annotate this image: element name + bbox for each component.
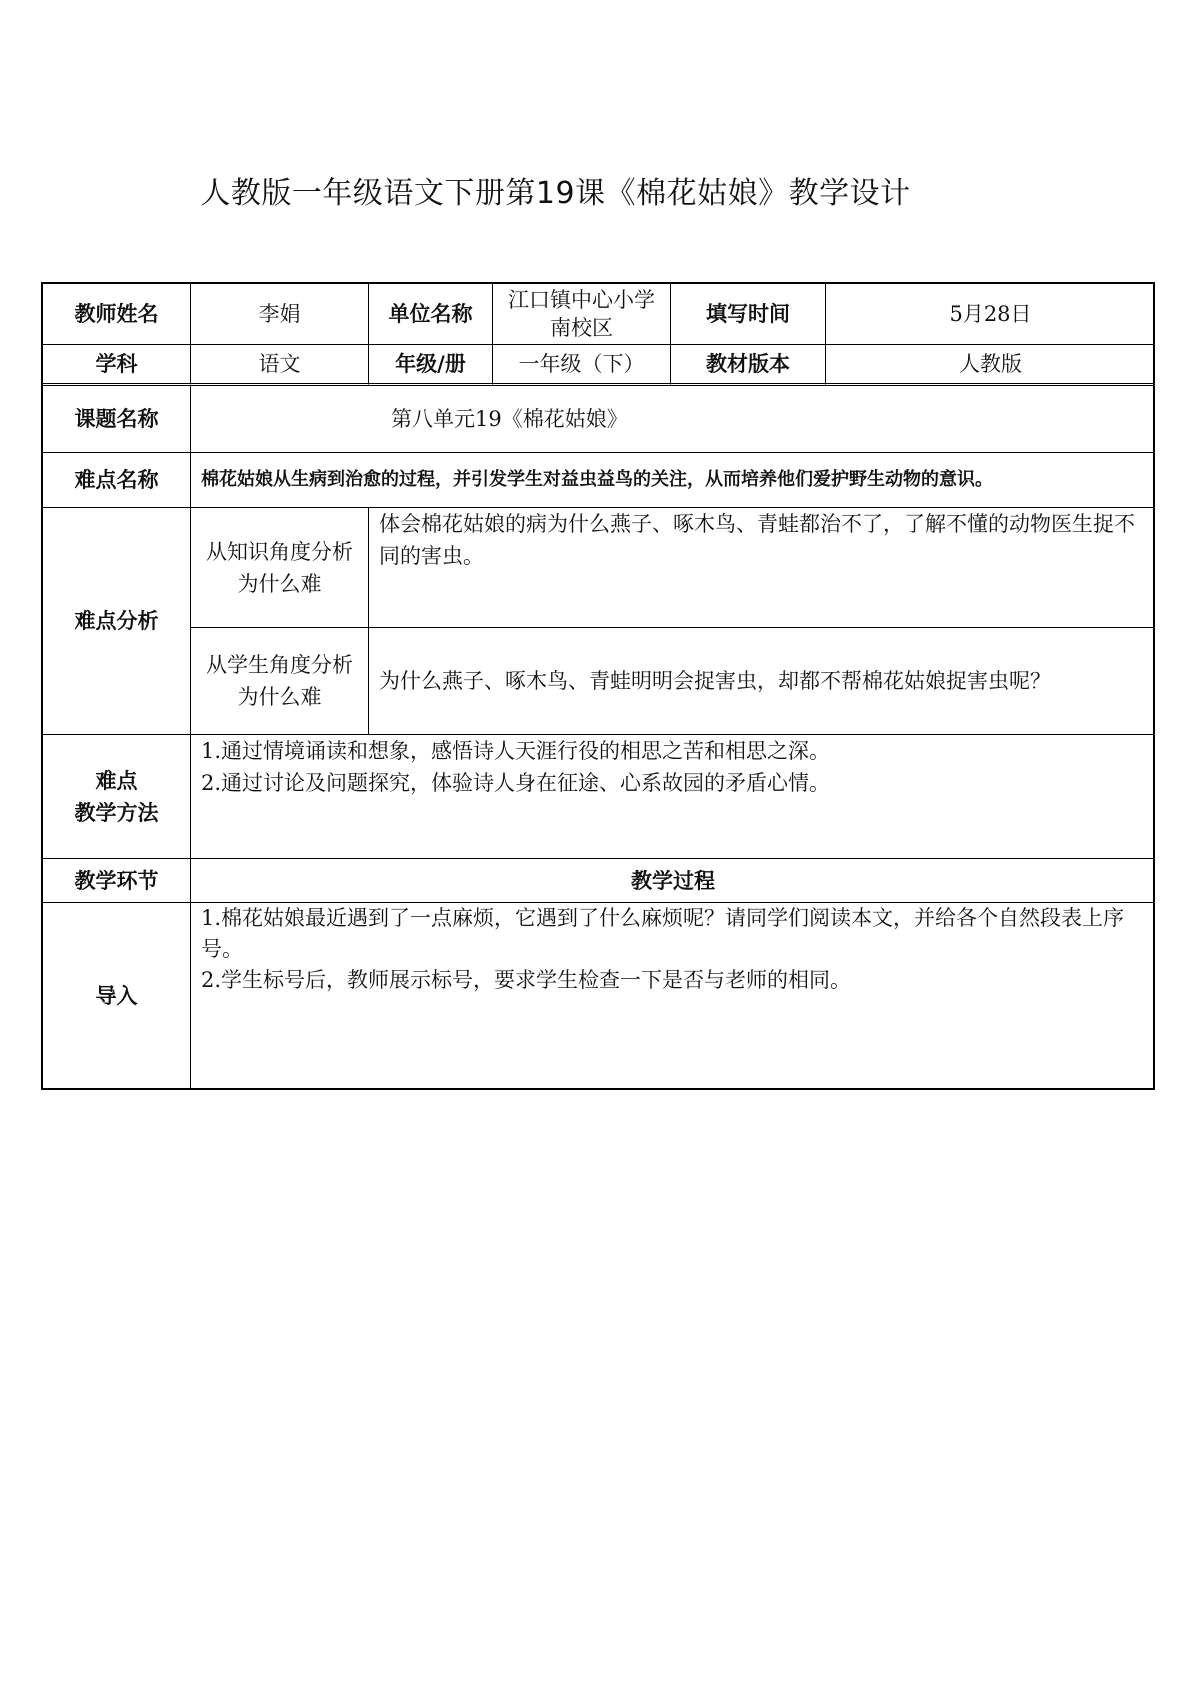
stage-header: 教学环节 — [43, 859, 191, 903]
intro-item-2: 2.学生标号后，教师展示标号，要求学生检查一下是否与老师的相同。 — [201, 968, 852, 992]
unit-name-line2: 南校区 — [550, 316, 613, 340]
edition-label: 教材版本 — [671, 345, 826, 386]
student-angle-label — [191, 628, 369, 735]
fill-date-value: 5月28日 — [826, 284, 1155, 345]
edition-value: 人教版 — [826, 345, 1155, 386]
subject-label: 学科 — [43, 345, 191, 386]
lesson-plan-table — [41, 282, 1155, 1090]
method-label-line1: 难点 — [95, 768, 138, 793]
topic-label: 课题名称 — [43, 386, 191, 453]
method-item-2: 2.通过讨论及问题探究，体验诗人身在征途、心系故园的矛盾心情。 — [201, 771, 831, 795]
analysis-label: 难点分析 — [43, 508, 191, 735]
grade-label: 年级/册 — [369, 345, 493, 386]
intro-content — [191, 903, 1155, 1088]
grade-value: 一年级（下） — [493, 345, 671, 386]
fill-date-label: 填写时间 — [671, 284, 826, 345]
teacher-name-label: 教师姓名 — [43, 284, 191, 345]
method-content — [191, 735, 1155, 859]
unit-name-value — [493, 284, 671, 345]
method-label-line2: 教学方法 — [74, 800, 159, 825]
topic-value: 第八单元19《棉花姑娘》 — [191, 386, 1155, 453]
student-angle-value: 为什么燕子、啄木鸟、青蛙明明会捉害虫，却都不帮棉花姑娘捉害虫呢？ — [369, 628, 1155, 735]
process-header: 教学过程 — [191, 859, 1155, 903]
unit-name-label: 单位名称 — [369, 284, 493, 345]
difficulty-value: 棉花姑娘从生病到治愈的过程，并引发学生对益虫益鸟的关注，从而培养他们爱护野生动物的意识。 — [191, 453, 1155, 508]
unit-name-line1: 江口镇中心小学 — [508, 288, 655, 312]
intro-item-1: 1.棉花姑娘最近遇到了一点麻烦，它遇到了什么麻烦呢？请同学们阅读本文，并给各个自然段表上序号。 — [201, 906, 1125, 961]
subject-value: 语文 — [191, 345, 369, 386]
student-angle-line1: 从学生角度分析 — [206, 653, 353, 677]
knowledge-angle-value: 体会棉花姑娘的病为什么燕子、啄木鸟、青蛙都治不了，了解不懂的动物医生捉不同的害虫。 — [369, 508, 1155, 628]
method-label — [43, 735, 191, 859]
knowledge-angle-line1: 从知识角度分析 — [206, 539, 353, 564]
knowledge-angle-label — [191, 508, 369, 628]
difficulty-label: 难点名称 — [43, 453, 191, 508]
intro-label: 导入 — [43, 903, 191, 1088]
document-title: 人教版一年级语文下册第19课《棉花姑娘》教学设计 — [200, 176, 911, 211]
method-item-1: 1.通过情境诵读和想象，感悟诗人天涯行役的相思之苦和相思之深。 — [201, 739, 831, 763]
student-angle-line2: 为什么难 — [237, 685, 322, 709]
knowledge-angle-line2: 为什么难 — [237, 571, 322, 596]
teacher-name-value: 李娟 — [191, 284, 369, 345]
